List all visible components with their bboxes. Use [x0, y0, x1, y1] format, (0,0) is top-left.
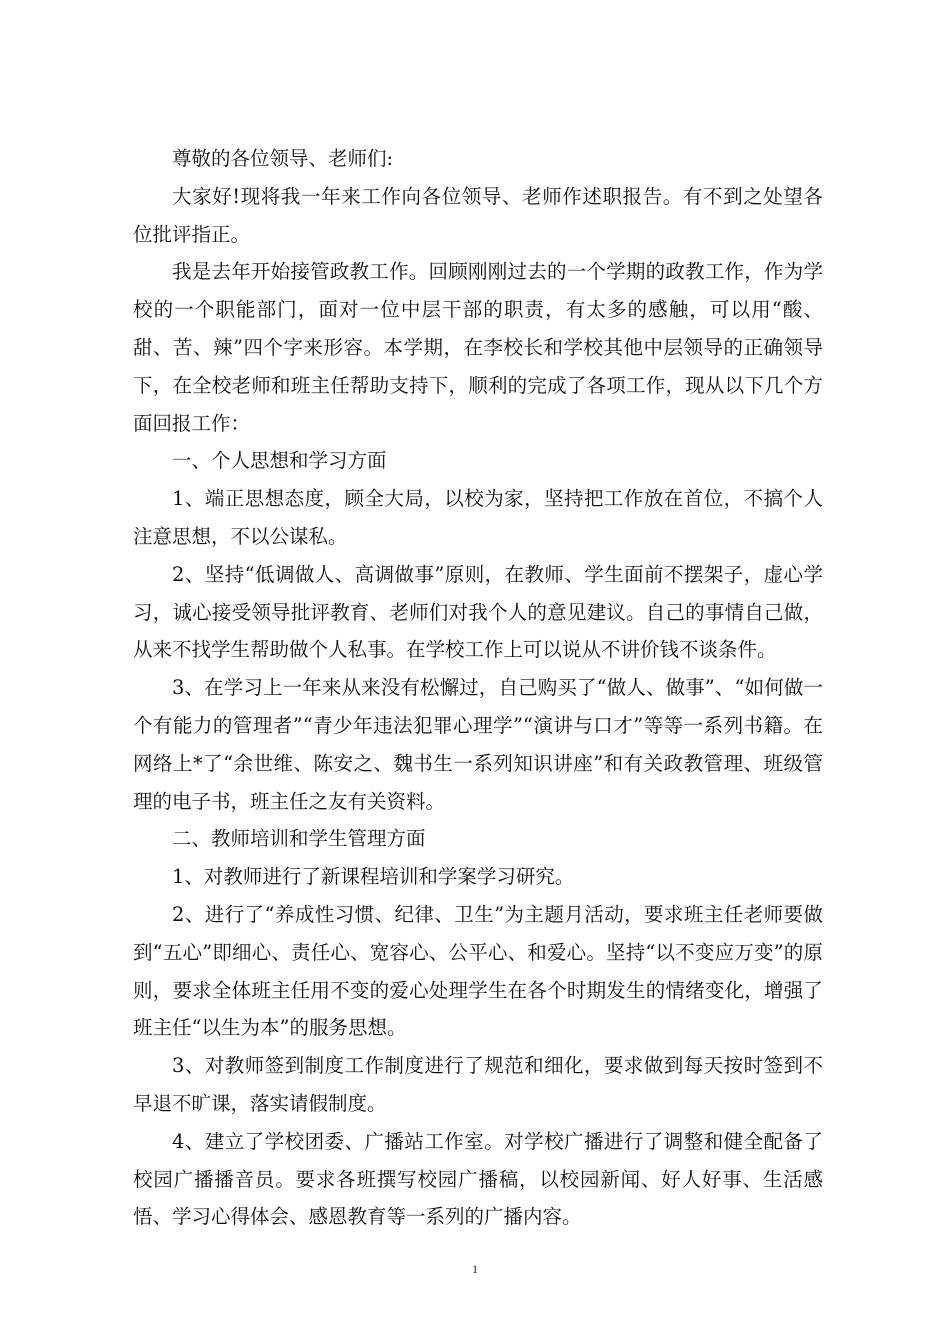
paragraph-1-3: 3、在学习上一年来从来没有松懈过，自己购买了“做人、做事”、“如何做一个有能力的管理者”“青少年违法犯罪心理学”“演讲与口才”等等一系列书籍。在网络上*了“余世维、陈安之、魏书生一系列知识讲座”和有关政教管理、班级管理的电子书，班主任之友有关资料。 [133, 676, 823, 813]
paragraph-2-2: 2、进行了“养成性习惯、纪律、卫生”为主题月活动，要求班主任老师要做到“五心”即细心、责任心、宽容心、公平心、和爱心。坚持“以不变应万变”的原则，要求全体班主任用不变的爱心处理学生在各个时期发生的情绪变化，增强了班主任“以生为本”的服务思想。 [133, 902, 823, 1040]
page-number: 1 [472, 1262, 478, 1276]
paragraph-2-1: 1、对教师进行了新课程培训和学案学习研究。 [172, 865, 575, 889]
paragraph-intro: 我是去年开始接管政教工作。回顾刚刚过去的一个学期的政教工作，作为学校的一个职能部门，面对一位中层干部的职责，有太多的感触，可以用“酸、甜、苦、辣”四个字来形容。本学期，在李校长和学校其他中层领导的正确领导下，在全校老师和班主任帮助支持下，顺利的完成了各项工作，现从以下几个方面回报工作： [133, 260, 823, 435]
paragraph-1-1: 1、端正思想态度，顾全大局，以校为家，坚持把工作放在首位，不搞个人注意思想，不以公谋私。 [133, 487, 823, 548]
paragraph-greeting: 大家好!现将我一年来工作向各位领导、老师作述职报告。有不到之处望各位批评指正。 [133, 184, 823, 246]
document-body [133, 140, 823, 1236]
salutation: 尊敬的各位领导、老师们: [172, 147, 394, 170]
paragraph-2-3: 3、对教师签到制度工作制度进行了规范和细化，要求做到每天按时签到不早退不旷课，落实请假制度。 [133, 1054, 823, 1115]
paragraph-2-4: 4、建立了学校团委、广播站工作室。对学校广播进行了调整和健全配备了校园广播播音员。要求各班撰写校园广播稿，以校园新闻、好人好事、生活感悟、学习心得体会、感恩教育等一系列的广播内容。 [133, 1129, 823, 1229]
paragraph-1-2: 2、坚持“低调做人、高调做事”原则，在教师、学生面前不摆架子，虚心学习，诚心接受领导批评教育、老师们对我个人的意见建议。自己的事情自己做，从来不找学生帮助做个人私事。在学校工作上可以说从不讲价钱不谈条件。 [133, 562, 823, 662]
section-heading-1: 一、个人思想和学习方面 [172, 449, 387, 473]
section-heading-2: 二、教师培训和学生管理方面 [172, 827, 426, 851]
